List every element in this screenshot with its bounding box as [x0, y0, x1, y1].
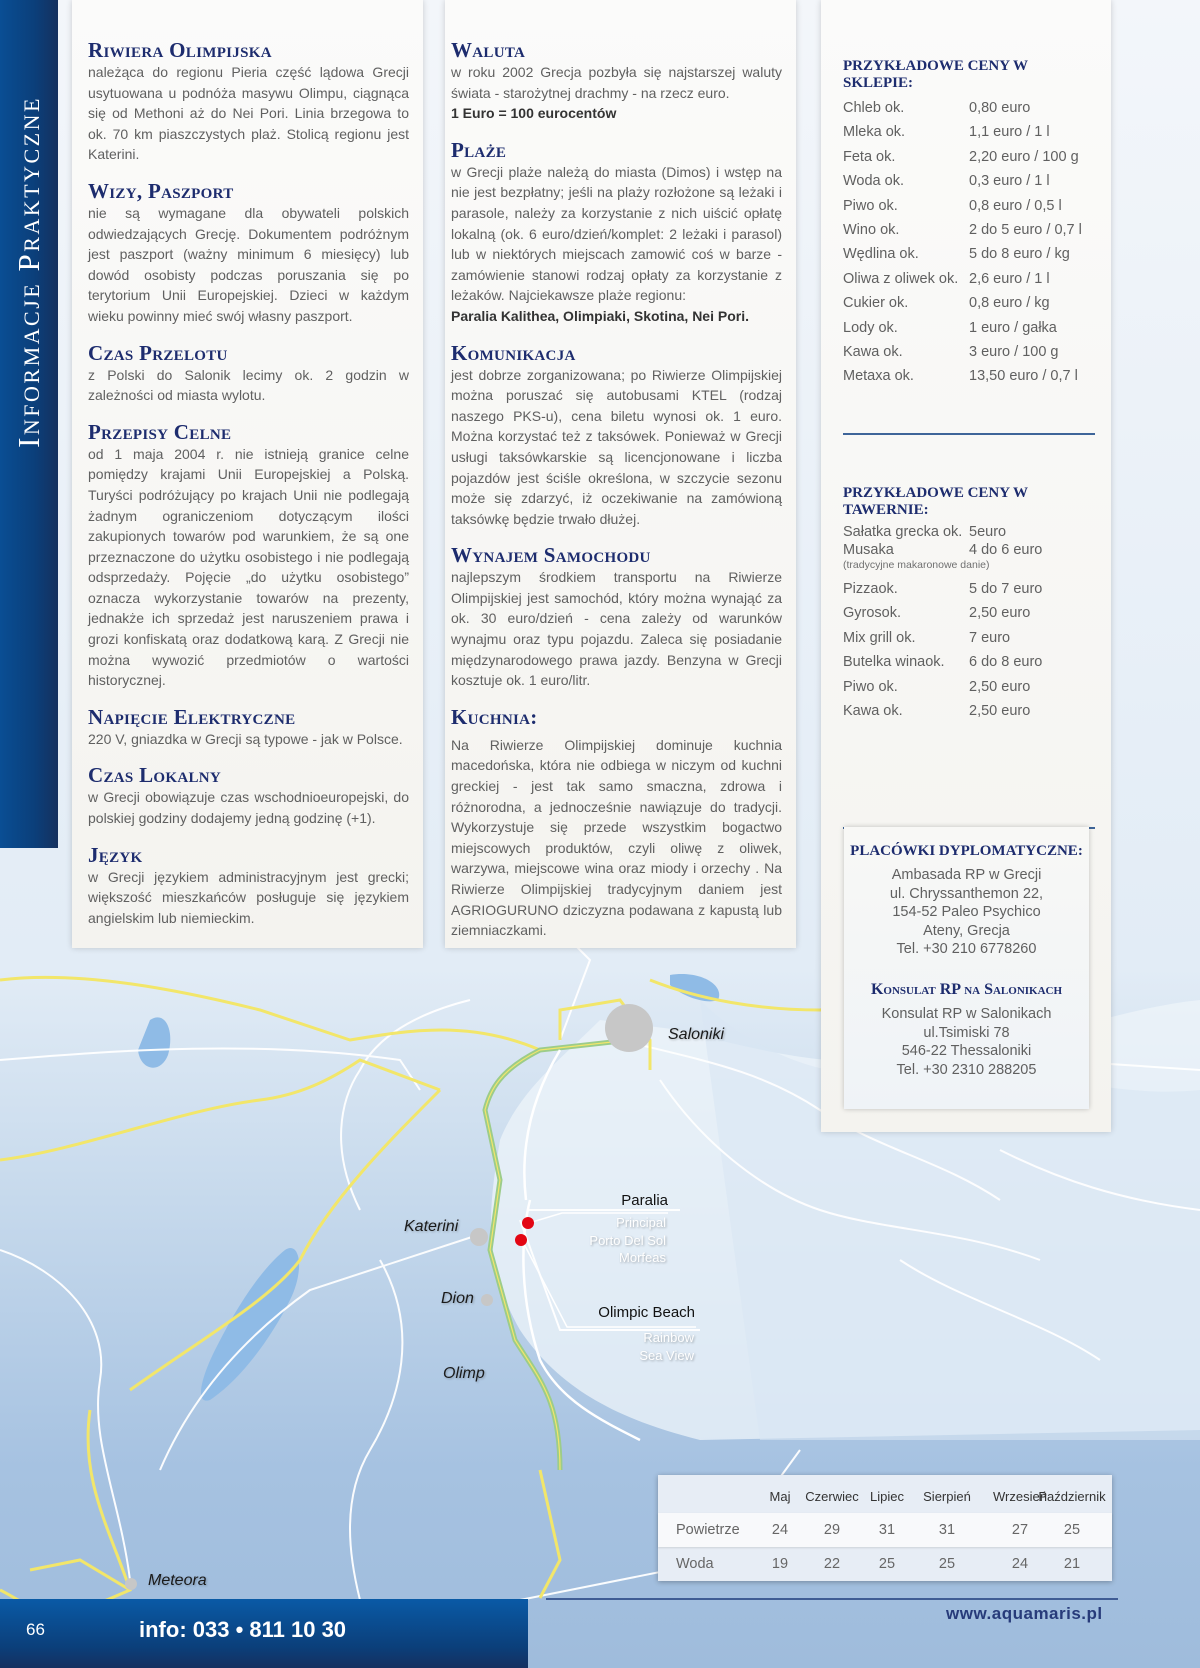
city-dot-saloniki [605, 1004, 653, 1052]
row-label: Woda [676, 1556, 714, 1572]
map-label-katerini: Katerini [404, 1218, 459, 1235]
map-label-meteora: Meteora [148, 1572, 207, 1589]
resort-label-paralia: Paralia [621, 1192, 668, 1209]
section-plaze [451, 138, 782, 327]
section-body: od 1 maja 2004 r. nie istnieją granice celne pomiędzy krajami Unii Europejskiej a Polską. Turyści podróżujący po krajach Unii nie podlegają żadnym ograniczeniom dotyczącym ilości zakupionych towarów pod warunkiem, że są one przeznaczone do użytku osobistego i nie podlegają odsprzedaży. Pojęcie „do użytku osobistego” oznacza wykorzystanie towarów na prezenty, jednakże ich sprzedaż jest naruszeniem prawa i grozi konfiskatą oraz dodatkową karą. Z Grecji nie można wywozić przedmiotów o wartości historycznej. [88, 445, 409, 689]
price-value: 2,20 euro / 100 g [969, 148, 1079, 165]
tavern-prices-title: PRZYKŁADOWE CENY W TAWERNIE: [843, 484, 1028, 518]
section-przepisy-celne [88, 420, 409, 691]
hotel-dot-olimpic-beach [515, 1234, 527, 1246]
price-label: Metaxa ok. [843, 368, 914, 385]
city-dot-katerini [470, 1228, 488, 1246]
section-body: w Grecji plaże należą do miasta (Dimos) i wstęp na nie jest bezpłatny; jeśli na plaży rozłożone są leżaki i parasole, należy za korzystanie z nich uiścić opłatę lokalną (ok. 6 euro/dzień/komplet: 2 leżaki i parasol) lub w niektórych miejscach zamowić coś w barze - zamówienie stanowi rodzaj opłaty za korzystanie z leżaków. Najciekawsze plaże regionu: [451, 163, 782, 304]
price-value: 5 do 7 euro [969, 580, 1043, 597]
embassy-phone: Tel. +30 210 6778260 [896, 941, 1037, 958]
embassy-line: 154-52 Paleo Psychico [892, 904, 1041, 921]
section-title: Kuchnia: [451, 704, 538, 729]
temp-value: 25 [1063, 1522, 1081, 1538]
embassy-line: Ambasada RP w Grecji [891, 867, 1042, 883]
consulate-title: Konsulat RP na Salonikach [870, 980, 1063, 998]
price-label: Piwo ok. [843, 678, 898, 695]
price-row [843, 626, 1095, 650]
section-wynajem [451, 543, 782, 691]
resort-label-olimpic-beach: Olimpic Beach [598, 1304, 695, 1321]
price-value: 0,3 euro / 1 l [969, 173, 1050, 190]
price-row [843, 541, 1095, 559]
price-value: 1 euro / gałka [969, 319, 1057, 336]
price-label: Lody ok. [843, 319, 898, 336]
side-band [0, 0, 58, 848]
price-value: 2,50 euro [969, 678, 1031, 695]
map-label-dion: Dion [441, 1290, 474, 1307]
tavern-prices-list [843, 523, 1095, 723]
price-row [843, 169, 1095, 193]
price-row [843, 194, 1095, 218]
price-value: 0,8 euro / 0,5 l [969, 197, 1062, 214]
shop-prices-list [843, 96, 1095, 389]
climate-row-air [658, 1513, 1112, 1547]
price-value: 0,80 euro [969, 100, 1031, 116]
price-value: 5euro [969, 523, 1007, 540]
price-value: 2 do 5 euro / 0,7 l [969, 222, 1082, 239]
price-row [843, 699, 1095, 723]
temp-value: 31 [938, 1522, 956, 1538]
hotel-name: Principal [616, 1215, 666, 1230]
price-row [843, 577, 1095, 601]
section-body: 220 V, gniazdka w Grecji są typowe - jak w Polsce. [88, 730, 403, 747]
city-dot-dion [481, 1294, 493, 1306]
info-column-1 [72, 0, 423, 948]
hotel-name: Sea View [639, 1347, 694, 1363]
price-label: Sałatka grecka ok. [843, 523, 963, 540]
price-label: Cukier ok. [843, 295, 909, 312]
climate-header-row [658, 1489, 1112, 1511]
diplomatic-box [844, 827, 1089, 1109]
consulate-line: 546-22 Thessaloniki [901, 1043, 1032, 1060]
section-body: nie są wymagane dla obywateli polskich odwiedzających Grecję. Dokumentem podróżnym jest paszport (ważny minimum 6 miesięcy) lub dowód osobisty podczas poruszania się po terytorium Unii Europejskiej. Dzieci w każdym wieku powinny mieć swój własny paszport. [88, 204, 409, 324]
hotel-name: Morfeas [619, 1250, 666, 1265]
section-kuchnia [451, 705, 782, 941]
map-label-saloniki: Saloniki [668, 1026, 725, 1043]
shop-prices-title: PRZYKŁADOWE CENY W SKLEPIE: [843, 58, 1028, 91]
price-value: 7 euro [969, 629, 1011, 646]
climate-row-water [658, 1547, 1112, 1581]
section-body: należąca do regionu Pieria część lądowa Grecji usytuowana u podnóża masywu Olimpu, ciągnąca się od Methoni aż do Nei Pori. Linia brzegowa to ok. 70 km piaszczystych plaż. Stolicą regionu jest Katerini. [88, 64, 409, 163]
page-section-title: Informacje Praktyczne [11, 96, 46, 448]
section-body: Na Riwierze Olimpijskiej dominuje kuchnia macedońska, która nie odbiega w niczym od kuchni greckiej - jest tak samo smaczna, zdrowa i różnorodna, a jednocześnie nawiązuje do tradycji. Wykorzystuje się przede wszystkim bogactwo miejscowych produktów, czyli oliwę z oliwek, warzywa, miejscowe wina oraz miody i orzechy . Na Riwierze Olimpijskiej tradycyjnym daniem jest AGRIOGURUNO dziczyzna podawana z kapustą lub ziemniaczkami. [451, 736, 782, 939]
price-value: 2,6 euro / 1 l [969, 270, 1050, 287]
section-body: w roku 2002 Grecja pozbyła się najstarszej waluty świata - starożytnej drachmy - na rzecz euro. [451, 64, 782, 101]
embassy-line: ul. Chryssanthemon 22, [889, 885, 1044, 902]
month-header: Wrzesień [993, 1489, 1047, 1504]
footer-band [0, 1599, 528, 1668]
hotel-dot-paralia [522, 1217, 534, 1229]
section-body: z Polski do Salonik lecimy ok. 2 godzin w zależności od miasta wylotu. [88, 366, 409, 404]
temp-value: 24 [1011, 1556, 1029, 1572]
price-row [843, 523, 1095, 541]
section-title: Przepisy Celne [88, 419, 232, 444]
month-header: Lipiec [870, 1489, 904, 1504]
price-label: Gyrosok. [843, 605, 902, 622]
month-header: Czerwiec [805, 1489, 859, 1504]
price-value: 0,8 euro / kg [969, 295, 1050, 312]
temp-value: 21 [1063, 1556, 1081, 1572]
temp-value: 19 [771, 1556, 789, 1572]
section-title: Plaże [451, 137, 507, 162]
price-label: Chleb ok. [843, 100, 905, 116]
section-body: jest dobrze zorganizowana; po Riwierze Olimpijskiej można poruszać się autobusami KTEL (rodzaj naszego PKS-u), cena biletu wynosi ok. 1 euro. Można korzystać też z taksówek. Ponieważ w Grecji usługi taksówkarskie są licencjonowane i liczba pojazdów jest ściśle określona, w szczycie sezonu może się zdarzyć, iż oczekiwanie na zamówioną taksówkę będzie trwało dłużej. [451, 366, 782, 527]
section-title: Waluta [451, 38, 526, 62]
hotel-list-paralia [589, 1214, 666, 1267]
price-row [843, 291, 1095, 315]
section-title: Wynajem Samochodu [451, 543, 651, 568]
hotel-name: Rainbow [643, 1330, 694, 1345]
map-label-olimp: Olimp [443, 1365, 485, 1382]
price-row [843, 267, 1095, 291]
price-value: 13,50 euro / 0,7 l [969, 368, 1078, 385]
lake [138, 1017, 170, 1067]
section-title: Czas Lokalny [88, 763, 222, 788]
row-label: Powietrze [676, 1522, 740, 1538]
price-label: Kawa ok. [843, 344, 903, 361]
price-row [843, 364, 1095, 388]
price-label: Wino ok. [843, 222, 900, 239]
month-header: Sierpień [923, 1489, 971, 1504]
price-label: Pizzaok. [843, 580, 898, 597]
temp-value: 25 [938, 1556, 956, 1572]
price-label: Piwo ok. [843, 197, 898, 214]
price-label: Woda ok. [843, 173, 904, 190]
price-row [843, 675, 1095, 699]
price-row [843, 120, 1095, 144]
price-label: Mleka ok. [843, 124, 906, 141]
month-header: Maj [769, 1489, 791, 1504]
temp-value: 25 [878, 1556, 896, 1572]
section-body: najlepszym środkiem transportu na Riwierze Olimpijskiej jest samochód, który można wynająć za ok. 30 euro/dzień - cena zależy od warunków wynajmu oraz typu pojazdu. Zaleca się posiadanie międzynarodowego prawa jazdy. Benzyna w Grecji kosztuje ok. 1 euro/litr. [451, 569, 782, 689]
consulate-phone: Tel. +30 2310 288205 [896, 1061, 1037, 1078]
temp-value: 27 [1011, 1522, 1029, 1538]
section-title: Wizy, Paszport [88, 178, 234, 203]
hotel-list-olimpic-beach [639, 1329, 694, 1364]
price-note: (tradycyjne makaronowe danie) [843, 558, 990, 571]
price-value: 2,50 euro [969, 702, 1031, 719]
temp-value: 29 [823, 1522, 841, 1538]
price-label: Butelka winaok. [843, 654, 945, 671]
section-waluta [451, 38, 782, 124]
price-value: 1,1 euro / 1 l [969, 124, 1050, 141]
section-title: Riwiera Olimpijska [88, 38, 272, 62]
price-label: Oliwa z oliwek ok. [843, 270, 959, 287]
temp-value: 24 [771, 1522, 789, 1538]
info-phone: info: 033 • 811 10 30 [139, 1617, 347, 1642]
section-body: w Grecji obowiązuje czas wschodnioeuropejski, do polskiej godziny dodajemy jedną godzinę (+1). [88, 789, 409, 827]
price-value: 4 do 6 euro [969, 541, 1043, 558]
price-row [843, 218, 1095, 242]
price-row [843, 145, 1095, 169]
price-value: 2,50 euro [969, 605, 1031, 622]
footer-divider [546, 1598, 1118, 1600]
diplomatic-title: PLACÓWKI DYPLOMATYCZNE: [850, 843, 1083, 859]
section-czas-przelotu [88, 341, 409, 406]
lake [670, 974, 719, 1001]
price-row [843, 340, 1095, 364]
price-value: 6 do 8 euro [969, 654, 1043, 671]
consulate-line: Konsulat RP w Salonikach [881, 1005, 1052, 1022]
price-label: Feta ok. [843, 148, 896, 165]
section-title: Napięcie Elektryczne [88, 704, 296, 729]
price-label: Musaka [843, 541, 894, 558]
divider [843, 433, 1095, 435]
price-row [843, 601, 1095, 625]
temp-value: 31 [878, 1522, 896, 1538]
section-riwiera [88, 38, 409, 165]
month-header: Październik [1038, 1489, 1106, 1504]
section-komunikacja [451, 341, 782, 530]
section-title: Język [88, 842, 143, 867]
price-label: Wędlina ok. [843, 246, 919, 263]
price-row [843, 650, 1095, 674]
section-title: Czas Przelotu [88, 340, 228, 365]
price-row [843, 96, 1095, 120]
website-link[interactable]: www.aquamaris.pl [946, 1604, 1103, 1623]
section-highlight: 1 Euro = 100 eurocentów [451, 105, 617, 122]
section-highlight: Paralia Kalithea, Olimpiaki, Skotina, Nei Pori. [451, 307, 749, 324]
city-dot-meteora [125, 1578, 137, 1590]
section-napiecie [88, 705, 409, 750]
info-column-2 [445, 0, 796, 948]
price-label: Kawa ok. [843, 702, 903, 719]
page-number: 66 [26, 1620, 45, 1639]
section-czas-lokalny [88, 763, 409, 828]
section-title: Komunikacja [451, 340, 576, 365]
price-row [843, 316, 1095, 340]
price-value: 5 do 8 euro / kg [969, 246, 1070, 263]
price-value: 3 euro / 100 g [969, 344, 1059, 361]
consulate-line: ul.Tsimiski 78 [923, 1024, 1010, 1041]
price-row [843, 242, 1095, 266]
section-wizy [88, 179, 409, 327]
section-body: w Grecji językiem administracyjnym jest grecki; większość mieszkańców posługuje się językiem angielskim lub niemieckim. [88, 868, 409, 926]
embassy-line: Ateny, Grecja [923, 922, 1010, 939]
price-label: Mix grill ok. [843, 629, 916, 646]
hotel-name: Porto Del Sol [589, 1232, 666, 1248]
section-jezyk [88, 843, 409, 929]
climate-table [658, 1475, 1112, 1581]
temp-value: 22 [823, 1556, 841, 1572]
